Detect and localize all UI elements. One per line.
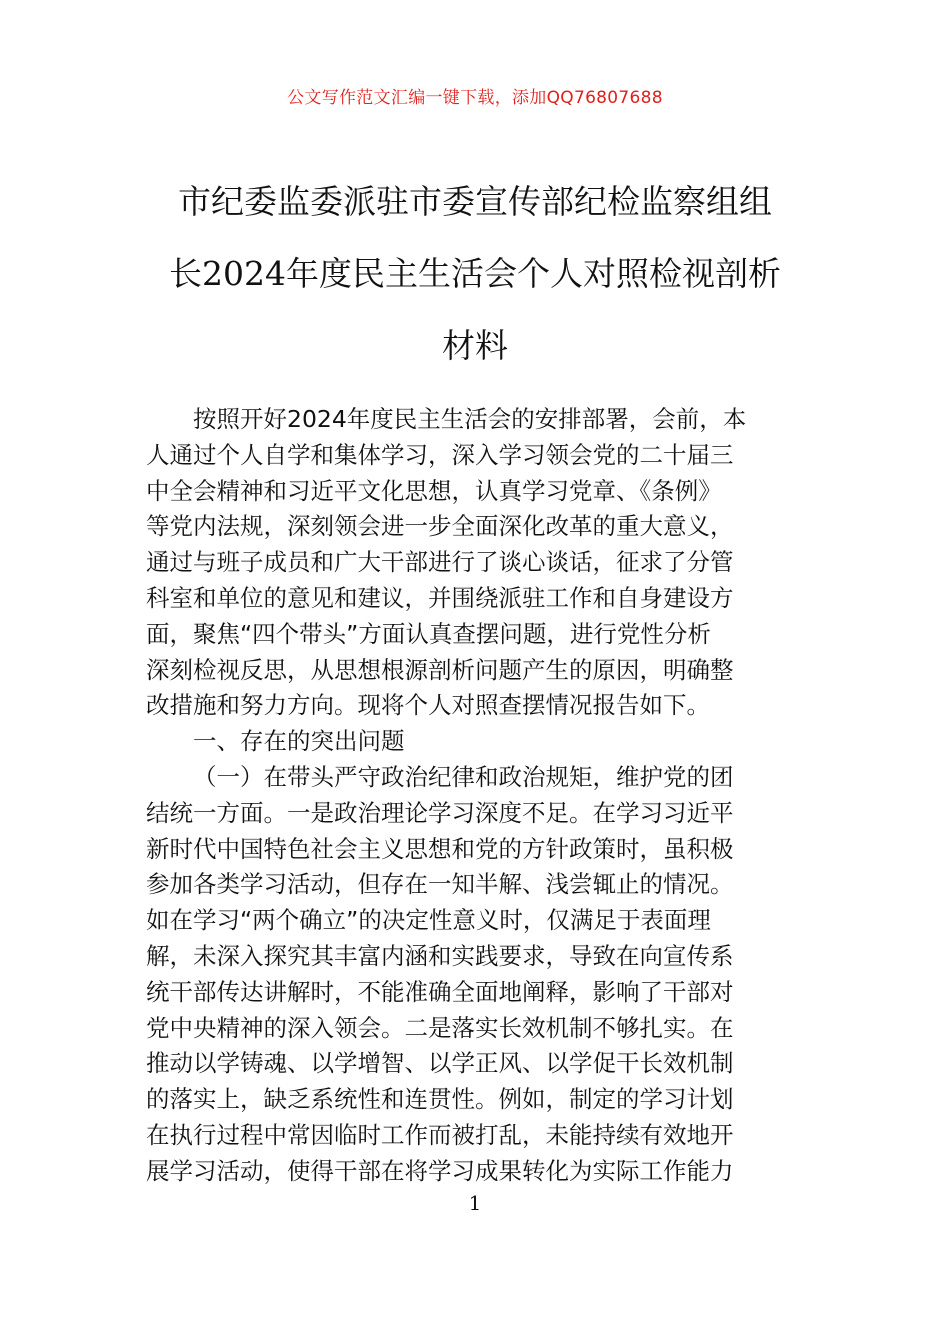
paragraph-line: 深刻检视反思，从思想根源剖析问题产生的原因，明确整 — [146, 655, 734, 684]
paragraph-line: 的落实上，缺乏系统性和连贯性。例如，制定的学习计划 — [146, 1085, 734, 1114]
paragraph-line: 统干部传达讲解时，不能准确全面地阐释，影响了干部对 — [146, 977, 734, 1006]
paragraph-line: 推动以学铸魂、以学增智、以学正风、以学促干长效机制 — [146, 1049, 734, 1078]
paragraph-line: 中全会精神和习近平文化思想，认真学习党章、《条例》 — [146, 476, 722, 505]
paragraph-line: （一）在带头严守政治纪律和政治规矩，维护党的团 — [193, 762, 734, 791]
paragraph-line: 等党内法规，深刻领会进一步全面深化改革的重大意义， — [146, 512, 734, 541]
paragraph-line: 科室和单位的意见和建议，并围绕派驻工作和自身建设方 — [146, 583, 734, 612]
paragraph-line: 通过与班子成员和广大干部进行了谈心谈话，征求了分管 — [146, 548, 734, 577]
paragraph-line: 新时代中国特色社会主义思想和党的方针政策时，虽积极 — [146, 834, 734, 863]
paragraph-line: 如在学习“两个确立”的决定性意义时，仅满足于表面理 — [146, 906, 711, 935]
paragraph-line: 党中央精神的深入领会。二是落实长效机制不够扎实。在 — [146, 1013, 734, 1042]
paragraph-line: 改措施和努力方向。现将个人对照查摆情况报告如下。 — [146, 691, 710, 720]
paragraph-line: 人通过个人自学和集体学习，深入学习领会党的二十届三 — [146, 440, 734, 469]
page-number: 1 — [468, 1191, 482, 1215]
paragraph-line: 面，聚焦“四个带头”方面认真查摆问题，进行党性分析 — [146, 619, 711, 648]
title-line: 长2024年度民主生活会个人对照检视剖析 — [169, 254, 781, 293]
document-title — [148, 166, 802, 382]
paragraph-line: 展学习活动，使得干部在将学习成果转化为实际工作能力 — [146, 1156, 734, 1185]
paragraph-line: 解，未深入探究其丰富内涵和实践要求，导致在向宣传系 — [146, 941, 734, 970]
paragraph-line: 在执行过程中常因临时工作而被打乱，未能持续有效地开 — [146, 1120, 734, 1149]
header-watermark: 公文写作范文汇编一键下载，添加QQ76807688 — [287, 88, 663, 108]
document-body — [146, 402, 806, 1190]
section-heading: 一、存在的突出问题 — [193, 727, 405, 756]
paragraph-line: 参加各类学习活动，但存在一知半解、浅尝辄止的情况。 — [146, 870, 734, 899]
title-line: 市纪委监委派驻市委宣传部纪检监察组组 — [178, 182, 772, 221]
paragraph-line: 按照开好2024年度民主生活会的安排部署，会前，本 — [193, 405, 747, 433]
paragraph-line: 结统一方面。一是政治理论学习深度不足。在学习习近平 — [146, 798, 734, 827]
title-line: 材料 — [442, 326, 508, 365]
